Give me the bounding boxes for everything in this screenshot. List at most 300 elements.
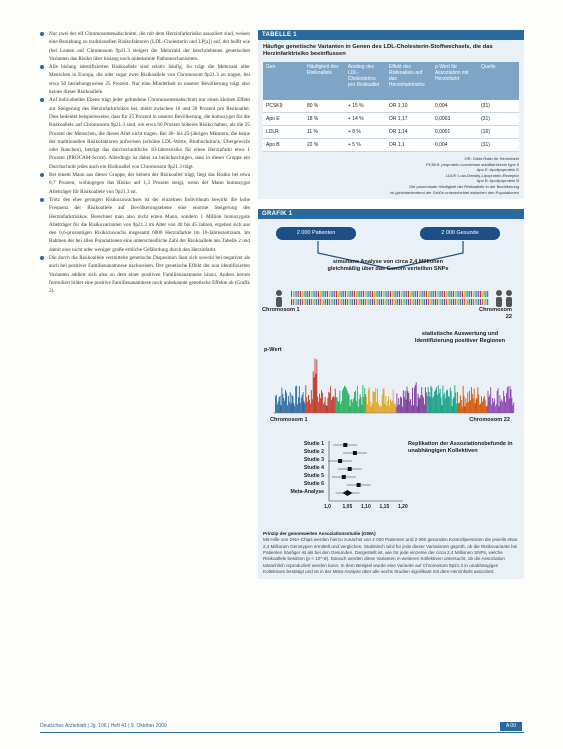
- table-title: Häufige genetische Varianten in Genen des LDL-Cholesterin-Stoffwechsels, die das Herzinfarktrisiko beeinflussen: [263, 44, 493, 57]
- manhattan-point: [292, 395, 293, 413]
- manhattan-point: [464, 396, 465, 413]
- manhattan-point: [401, 398, 402, 413]
- manhattan-point: [422, 396, 423, 414]
- manhattan-point: [417, 407, 418, 414]
- snp-bar: [473, 291, 474, 297]
- snp-bar: [304, 299, 305, 305]
- manhattan-point: [431, 388, 432, 413]
- snp-bar: [376, 299, 377, 305]
- snp-bar: [311, 299, 312, 305]
- snp-bar: [460, 299, 461, 305]
- snp-bar: [341, 291, 342, 297]
- patients-pill: 2 000 Patienten: [276, 227, 356, 240]
- manhattan-point: [447, 390, 448, 413]
- manhattan-point: [315, 374, 316, 413]
- forest-plot: [328, 441, 403, 501]
- snp-bar: [424, 291, 425, 297]
- manhattan-point: [443, 395, 444, 413]
- snp-bar: [408, 291, 409, 297]
- snp-bar: [421, 299, 422, 305]
- manhattan-point: [361, 405, 362, 413]
- manhattan-point: [390, 399, 391, 413]
- manhattan-point: [318, 402, 319, 413]
- snp-bar: [390, 299, 391, 305]
- snp-bar: [320, 299, 321, 305]
- manhattan-point: [496, 404, 497, 413]
- manhattan-point: [330, 386, 331, 413]
- manhattan-point: [291, 404, 292, 413]
- manhattan-point: [419, 397, 420, 413]
- manhattan-point: [399, 405, 400, 413]
- footnote: ist gleichbedeutend der Größe unterscheidet zwischen den Populationen: [390, 189, 519, 195]
- manhattan-point: [414, 388, 415, 414]
- manhattan-point: [384, 404, 385, 413]
- snp-bar: [444, 299, 445, 305]
- manhattan-point: [445, 399, 446, 414]
- manhattan-point: [413, 405, 414, 413]
- snp-bar: [338, 299, 339, 305]
- manhattan-point: [332, 398, 333, 414]
- snp-bar: [313, 291, 314, 297]
- table-header-row: [263, 62, 519, 100]
- manhattan-point: [394, 404, 395, 413]
- manhattan-point: [410, 399, 411, 413]
- snp-bar: [446, 299, 447, 305]
- snp-bar: [363, 291, 364, 297]
- manhattan-point: [391, 402, 392, 413]
- manhattan-point: [348, 393, 349, 413]
- snp-bar: [446, 291, 447, 297]
- snp-bar: [350, 299, 351, 305]
- snp-bar: [336, 299, 337, 305]
- snp-bar: [295, 291, 296, 297]
- snp-bar: [458, 299, 459, 305]
- manhattan-point: [435, 390, 436, 413]
- snp-bar: [361, 299, 362, 305]
- snp-bar: [388, 299, 389, 305]
- manhattan-point: [395, 404, 396, 414]
- snp-bar: [370, 299, 371, 305]
- snp-bar: [359, 299, 360, 305]
- manhattan-point: [370, 401, 371, 413]
- manhattan-point: [453, 399, 454, 413]
- analysis-text: simultane Analyse von circa 2,4 Millionen gleichmäßig über das Genom verteilten SNPs: [327, 259, 449, 273]
- snp-bar: [354, 291, 355, 297]
- table-cell: LDLR: [263, 126, 304, 139]
- manhattan-point: [295, 386, 296, 413]
- snp-bar: [365, 299, 366, 305]
- manhattan-point: [290, 392, 291, 413]
- table-cell: + 5 %: [345, 139, 386, 152]
- snp-bar: [401, 291, 402, 297]
- manhattan-point: [512, 405, 513, 413]
- table-cell: (31): [478, 139, 519, 152]
- snp-bar: [383, 291, 384, 297]
- manhattan-point: [324, 402, 325, 413]
- snp-bar: [449, 291, 450, 297]
- manhattan-point: [296, 386, 297, 413]
- manhattan-point: [329, 393, 330, 413]
- footnote: Apo B: Apolipoprotein B: [476, 178, 519, 184]
- axis-label-right: Chromosom 22: [469, 417, 510, 424]
- snp-bar: [379, 291, 380, 297]
- manhattan-point: [505, 402, 506, 413]
- manhattan-point: [323, 404, 324, 413]
- snp-bar: [374, 299, 375, 305]
- snp-bar: [296, 299, 297, 305]
- snp-bar: [453, 299, 454, 305]
- snp-bar: [426, 291, 427, 297]
- manhattan-point: [503, 391, 504, 413]
- manhattan-point: [319, 394, 320, 413]
- table-row: [263, 139, 519, 152]
- snp-bar: [347, 291, 348, 297]
- snp-bar: [475, 291, 476, 297]
- manhattan-point: [488, 391, 489, 413]
- snp-bar: [381, 291, 382, 297]
- body-text-column: [40, 30, 250, 296]
- table-cell: + 15 %: [345, 100, 386, 113]
- manhattan-point: [358, 407, 359, 413]
- manhattan-point: [434, 392, 435, 413]
- snp-bar: [343, 291, 344, 297]
- manhattan-point: [297, 404, 298, 413]
- table-cell: OR 1,17: [386, 113, 432, 126]
- manhattan-point: [305, 385, 306, 413]
- manhattan-point: [379, 406, 380, 413]
- manhattan-point: [499, 395, 500, 413]
- manhattan-point: [350, 400, 351, 413]
- manhattan-point: [375, 388, 376, 413]
- manhattan-point: [382, 395, 383, 413]
- manhattan-point: [371, 407, 372, 414]
- manhattan-point: [499, 407, 500, 414]
- snp-bar: [370, 291, 371, 297]
- manhattan-point: [284, 401, 285, 413]
- snp-bar: [309, 299, 310, 305]
- manhattan-point: [449, 397, 450, 413]
- manhattan-point: [425, 387, 426, 413]
- snp-bar: [298, 299, 299, 305]
- manhattan-point: [418, 394, 419, 413]
- snp-bar: [480, 299, 481, 305]
- forest-estimate: [342, 475, 346, 479]
- manhattan-point: [276, 395, 277, 413]
- snp-bar: [325, 299, 326, 305]
- manhattan-point: [427, 396, 428, 413]
- snp-bar: [372, 299, 373, 305]
- snp-bar: [331, 299, 332, 305]
- table-cell: (31): [478, 113, 519, 126]
- snp-bar: [314, 299, 315, 305]
- manhattan-point: [331, 400, 332, 413]
- study-label: Studie 2: [303, 449, 324, 456]
- snp-bar: [417, 299, 418, 305]
- forest-tick-label: 1,10: [361, 504, 371, 511]
- snp-bar: [476, 299, 477, 305]
- manhattan-point: [441, 397, 442, 413]
- manhattan-point: [405, 391, 406, 413]
- manhattan-point: [275, 396, 276, 413]
- manhattan-point: [412, 388, 413, 413]
- manhattan-point: [299, 386, 300, 413]
- snp-bar: [478, 291, 479, 297]
- snp-bar: [421, 291, 422, 297]
- manhattan-point: [476, 398, 477, 413]
- snp-bar: [368, 291, 369, 297]
- manhattan-point: [306, 397, 307, 413]
- snp-bar: [386, 291, 387, 297]
- manhattan-point: [321, 390, 322, 413]
- snp-bar: [383, 299, 384, 305]
- table-header: TABELLE 1: [258, 30, 524, 40]
- table-cell: (31): [478, 100, 519, 113]
- snp-bar: [433, 291, 434, 297]
- snp-bar: [424, 299, 425, 305]
- manhattan-point: [327, 398, 328, 413]
- snp-bar: [293, 291, 294, 297]
- snp-bar: [388, 291, 389, 297]
- snp-bar: [485, 291, 486, 297]
- snp-bar: [334, 299, 335, 305]
- snp-bar: [455, 299, 456, 305]
- manhattan-point: [373, 392, 374, 414]
- graph-caption: [258, 527, 524, 579]
- snp-bar: [457, 291, 458, 297]
- snp-bar: [451, 299, 452, 305]
- figure-column: [258, 30, 524, 579]
- manhattan-point: [423, 398, 424, 413]
- column-header: Häufigkeit des Risikoallels: [304, 62, 345, 100]
- snp-bar: [430, 291, 431, 297]
- manhattan-point: [463, 386, 464, 413]
- manhattan-point: [421, 387, 422, 413]
- manhattan-point: [377, 389, 378, 413]
- manhattan-point: [473, 398, 474, 413]
- manhattan-point: [513, 403, 514, 414]
- manhattan-point: [500, 401, 501, 413]
- snp-bar: [291, 299, 292, 305]
- manhattan-point: [389, 406, 390, 413]
- manhattan-point: [491, 405, 492, 413]
- snp-bar: [358, 291, 359, 297]
- manhattan-point: [409, 401, 410, 413]
- snp-bar: [408, 299, 409, 305]
- manhattan-point: [342, 390, 343, 413]
- manhattan-point: [340, 404, 341, 413]
- manhattan-point: [365, 394, 366, 413]
- manhattan-point: [450, 388, 451, 413]
- manhattan-point: [404, 397, 405, 413]
- forest-tick-label: 1,15: [379, 504, 390, 511]
- snp-bar: [367, 291, 368, 297]
- bullet-paragraph: Auf individueller Ebene trägt jeder gefundene Chromosomenabschnitt nur einen kleinen Effekt zur Steigerung des Herzinfarktrisikos bei, meist zwischen 10 und 30 Prozent pro Risikoallel. Dies bedeutet beispielsweise, dass für 25 Prozent in unserer Bevölkerung, die homozygot für die Risikoallele auf Chromosom 9p21.3 sind, ein etwa 60 Prozent höheres Risiko haben, als die 25 Prozent der Menschen, die dieses Allel nicht tragen. Bei 40- bis 45-jährigen Männern, die keine der traditionellen Risikofaktoren aufweisen (erhöhte LDL-Werte, Bluthochdruck, Übergewicht oder Rauchen), beträgt das durchschnittliche 10-Jahresrisiko für einen Herzinfarkt etwa 1 Prozent (PROCAM-Score). Allerdings ist dabei zu berücksichtigen, dass in dieser Gruppe ein Durchschnitt jedes auch ein Risikoallel von Chromosom 9p21.3 trägt.: [40, 96, 250, 171]
- snp-bar: [365, 291, 366, 297]
- snp-bar: [428, 299, 429, 305]
- manhattan-point: [420, 395, 421, 413]
- manhattan-point: [430, 386, 431, 413]
- manhattan-point: [353, 398, 354, 413]
- snp-bar: [329, 299, 330, 305]
- snp-bar: [340, 299, 341, 305]
- snp-bar: [482, 299, 483, 305]
- table-cell: OR 1,10: [386, 100, 432, 113]
- manhattan-point: [411, 405, 412, 413]
- snp-bar: [435, 299, 436, 305]
- manhattan-point: [369, 387, 370, 413]
- snp-bar: [332, 291, 333, 297]
- snp-bar: [415, 299, 416, 305]
- manhattan-point: [366, 397, 367, 413]
- page-number: A 00: [500, 722, 522, 731]
- manhattan-point: [465, 406, 466, 413]
- snp-bar: [433, 299, 434, 305]
- manhattan-point: [311, 390, 312, 413]
- manhattan-point: [511, 389, 512, 413]
- manhattan-point: [462, 407, 463, 413]
- manhattan-point: [383, 389, 384, 413]
- table-cell: PCSK9: [263, 100, 304, 113]
- manhattan-point: [378, 403, 379, 413]
- table-cell: 0,004: [432, 139, 478, 152]
- manhattan-point: [470, 400, 471, 413]
- manhattan-point: [448, 396, 449, 413]
- manhattan-point: [426, 393, 427, 414]
- manhattan-point: [314, 377, 315, 413]
- snp-bar: [435, 291, 436, 297]
- manhattan-point: [457, 392, 458, 413]
- snp-bar: [458, 291, 459, 297]
- snp-bar: [480, 291, 481, 297]
- manhattan-point: [490, 387, 491, 413]
- manhattan-point: [364, 388, 365, 413]
- manhattan-point: [325, 397, 326, 413]
- snp-bar: [448, 291, 449, 297]
- manhattan-point: [372, 404, 373, 413]
- manhattan-point: [492, 398, 493, 413]
- snp-bar: [332, 299, 333, 305]
- caption-title: Prinzip der genomweiten Assoziationsstudie (GWA): [263, 531, 376, 537]
- manhattan-point: [313, 371, 314, 413]
- column-header: p-Wert für Assoziation mit Herzinfarkt: [432, 62, 478, 100]
- manhattan-point: [310, 404, 311, 413]
- forest-estimate: [338, 459, 342, 463]
- manhattan-point: [482, 402, 483, 414]
- manhattan-point: [467, 393, 468, 413]
- manhattan-point: [396, 407, 397, 413]
- manhattan-point: [507, 388, 508, 414]
- manhattan-point: [303, 392, 304, 413]
- manhattan-point: [322, 393, 323, 413]
- study-label: Meta-Analyse: [290, 489, 324, 496]
- person-icon: [496, 290, 512, 307]
- manhattan-point: [475, 403, 476, 413]
- manhattan-point: [444, 393, 445, 413]
- snp-bar: [329, 291, 330, 297]
- snp-bar: [354, 299, 355, 305]
- manhattan-point: [483, 398, 484, 413]
- manhattan-point: [472, 394, 473, 413]
- manhattan-point: [493, 402, 494, 413]
- column-header: Quelle: [478, 62, 519, 100]
- graph-box: [258, 209, 524, 579]
- snp-bar: [484, 299, 485, 305]
- manhattan-point: [308, 395, 309, 413]
- snp-bar: [476, 291, 477, 297]
- table-cell: 0,0003: [432, 113, 478, 126]
- manhattan-point: [304, 403, 305, 413]
- snp-bar: [460, 291, 461, 297]
- snp-bar: [350, 291, 351, 297]
- snp-bar: [322, 299, 323, 305]
- column-header: Effekt des Risikoallels auf das Herzinfarktrisiko: [386, 62, 432, 100]
- snp-bar: [394, 299, 395, 305]
- manhattan-point: [352, 402, 353, 413]
- snp-bar: [358, 299, 359, 305]
- snp-bar: [451, 291, 452, 297]
- manhattan-point: [280, 396, 281, 413]
- manhattan-point: [400, 397, 401, 414]
- table-cell: OR 1,14: [386, 126, 432, 139]
- manhattan-point: [476, 400, 477, 414]
- snp-bar: [385, 299, 386, 305]
- manhattan-point: [424, 405, 425, 414]
- snp-bar: [487, 299, 488, 305]
- manhattan-point: [283, 398, 284, 413]
- snp-bar: [478, 299, 479, 305]
- snp-bar: [426, 299, 427, 305]
- manhattan-point: [510, 386, 511, 413]
- manhattan-point: [454, 385, 455, 413]
- snp-bar: [307, 299, 308, 305]
- manhattan-point: [307, 402, 308, 413]
- snp-bar: [363, 299, 364, 305]
- statistics-text: statistische Auswertung und Identifizierung positiver Regionen: [414, 331, 506, 345]
- manhattan-point: [439, 393, 440, 413]
- snp-bar: [318, 291, 319, 297]
- table-row: [263, 100, 519, 113]
- manhattan-point: [466, 403, 467, 413]
- manhattan-point: [304, 401, 305, 413]
- footnote: Apo E: Apolipoprotein E: [476, 167, 519, 173]
- table-body: [258, 40, 524, 199]
- snp-bar: [307, 291, 308, 297]
- snp-bar: [347, 299, 348, 305]
- manhattan-point: [336, 397, 337, 413]
- forest-tick-label: 1,05: [342, 504, 353, 511]
- manhattan-point: [438, 385, 439, 413]
- manhattan-point: [316, 360, 317, 413]
- table-cell: 0,0001: [432, 126, 478, 139]
- manhattan-point: [359, 399, 360, 413]
- snp-bar: [412, 299, 413, 305]
- data-table: [263, 62, 519, 152]
- snp-bar: [372, 291, 373, 297]
- manhattan-point: [289, 402, 290, 413]
- manhattan-point: [361, 397, 362, 413]
- page-footer: [0, 722, 563, 734]
- snp-bar: [403, 291, 404, 297]
- snp-bar: [327, 291, 328, 297]
- manhattan-point: [278, 402, 279, 413]
- snp-bar: [349, 299, 350, 305]
- manhattan-point: [277, 405, 278, 414]
- manhattan-point: [406, 400, 407, 413]
- snp-bar: [311, 291, 312, 297]
- manhattan-point: [474, 389, 475, 413]
- snp-bar: [367, 299, 368, 305]
- snp-bar: [377, 299, 378, 305]
